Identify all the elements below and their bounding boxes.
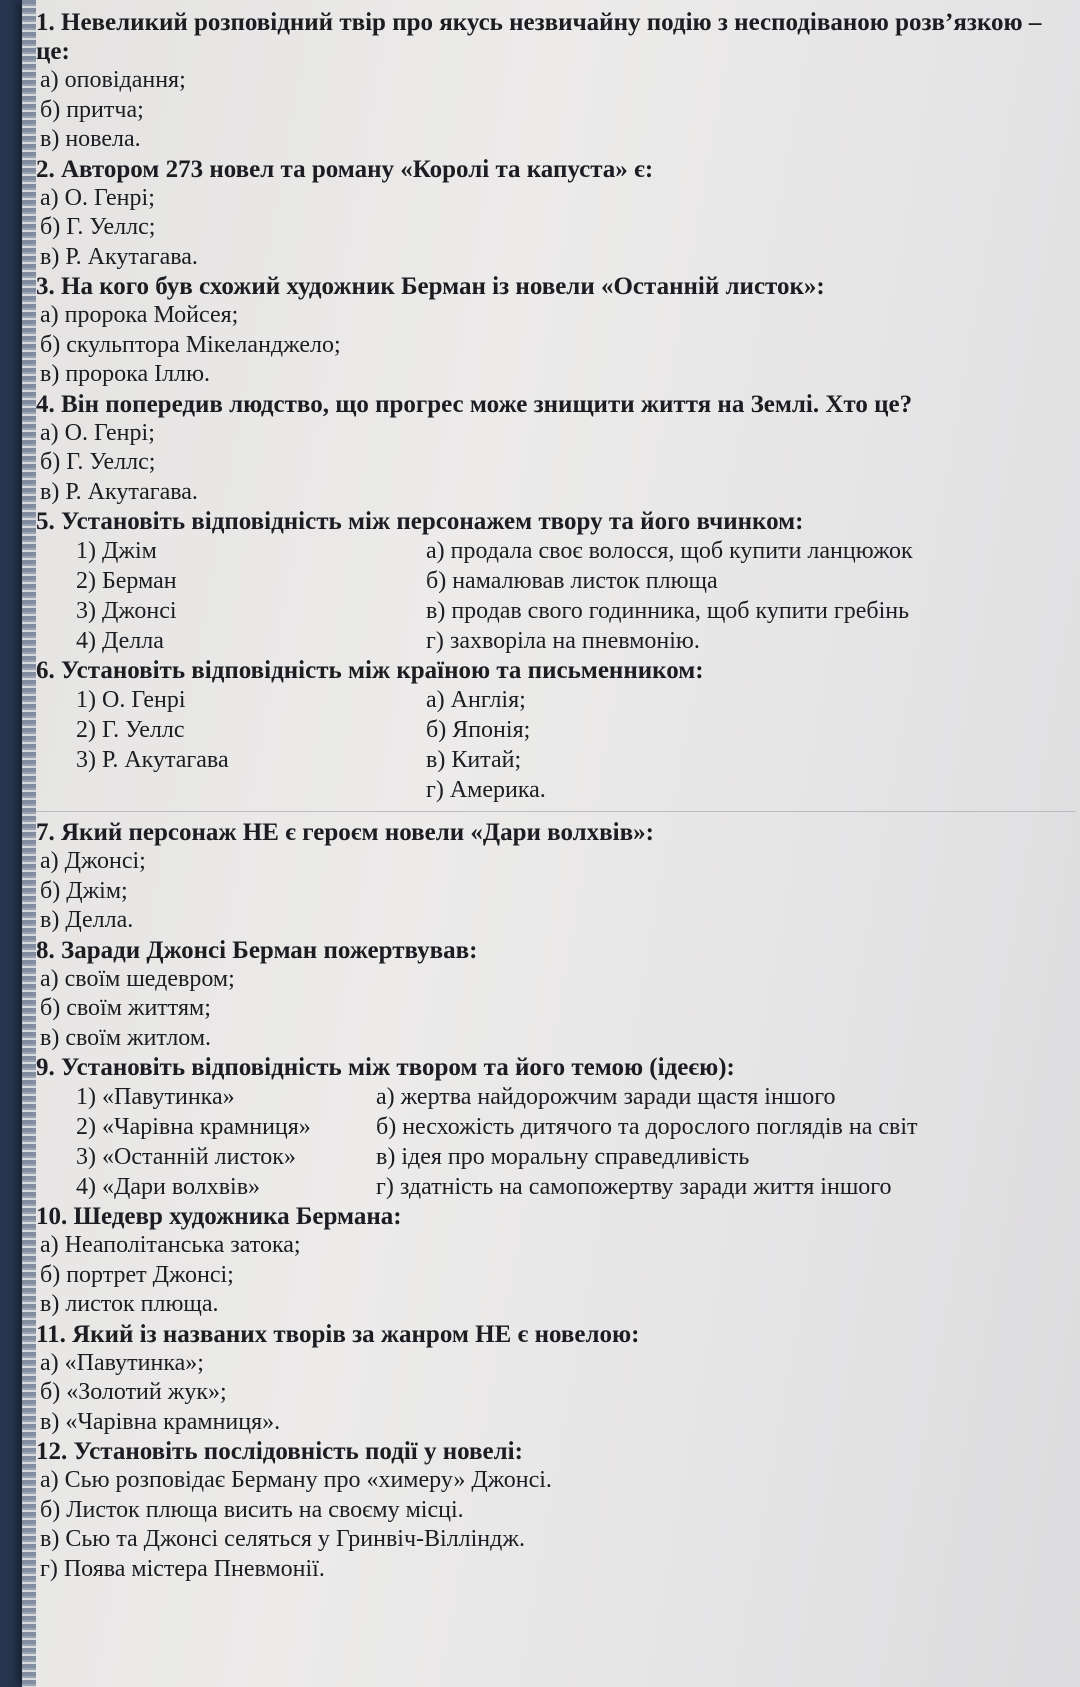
q5-match-row: [36, 596, 1076, 626]
q9-match-row: [36, 1172, 1076, 1202]
question-10: 10. Шедевр художника Бермана:: [36, 1203, 402, 1230]
q9-left-3: 3) «Останній листок»: [76, 1144, 296, 1170]
q8-option-b: б) своїм життям;: [40, 995, 211, 1021]
q6-left-2: 2) Г. Уеллс: [76, 717, 185, 743]
q3-option-c: в) пророка Іллю.: [40, 361, 210, 387]
q9-right-b: б) несхожість дитячого та дорослого поглядів на світ: [376, 1114, 918, 1140]
questions-list: [36, 8, 1076, 1584]
divider: [36, 811, 1076, 812]
q9-left-1: 1) «Павутинка»: [76, 1084, 235, 1110]
q11-option-b: б) «Золотий жук»;: [40, 1379, 227, 1405]
q4-option-b: б) Г. Уеллс;: [40, 449, 156, 475]
q11-option-a: а) «Павутинка»;: [40, 1349, 204, 1376]
q1-option-a: а) оповідання;: [40, 67, 186, 93]
q1-option-c: в) новела.: [40, 126, 141, 152]
question-5: 5. Установіть відповідність між персонажем твору та його вчинком:: [36, 508, 804, 535]
q7-option-b: б) Джім;: [40, 877, 128, 904]
q6-left-1: 1) О. Генрі: [76, 687, 186, 713]
q10-option-c: в) листок плюща.: [40, 1291, 219, 1317]
question-4: 4. Він попередив людство, що прогрес може знищити життя на Землі. Хто це?: [36, 390, 913, 418]
q6-match-row: [36, 685, 1076, 715]
q4-option-c: в) Р. Акутагава.: [40, 478, 198, 505]
q1-option-b: б) притча;: [40, 96, 144, 123]
q6-left-4: [36, 775, 426, 805]
q6-left-3: 3) Р. Акутагава: [76, 747, 229, 773]
q3-option-b: б) скульптора Мікеланджело;: [40, 331, 341, 358]
q11-option-c: в) «Чарівна крамниця».: [40, 1408, 281, 1435]
q5-left-4: 4) Делла: [76, 628, 164, 654]
q5-right-a: а) продала своє волосся, щоб купити ланцюжок: [426, 538, 913, 564]
q8-option-c: в) своїм житлом.: [40, 1024, 212, 1051]
q6-match-row: [36, 715, 1076, 745]
q9-right-a: а) жертва найдорожчим заради щастя іншого: [376, 1084, 836, 1110]
q4-option-a: а) О. Генрі;: [40, 419, 155, 446]
question-9: 9. Установіть відповідність між твором та його темою (ідеєю):: [36, 1054, 735, 1081]
q10-option-a: а) Неаполітанська затока;: [40, 1232, 301, 1258]
q9-match-row: [36, 1142, 1076, 1172]
q6-right-d: г) Америка.: [426, 777, 546, 803]
question-7: 7. Який персонаж НЕ є героєм новели «Дари волхвів»:: [36, 819, 654, 846]
q2-option-c: в) Р. Акутагава.: [40, 243, 198, 270]
q9-match-row: [36, 1082, 1076, 1112]
q5-right-b: б) намалював листок плюща: [426, 568, 718, 594]
q6-right-c: в) Китай;: [426, 747, 522, 773]
q7-option-a: а) Джонсі;: [40, 848, 146, 874]
q9-left-4: 4) «Дари волхвів»: [76, 1174, 261, 1200]
q9-match-row: [36, 1112, 1076, 1142]
q6-right-a: а) Англія;: [426, 687, 526, 713]
q5-match-row: [36, 626, 1076, 656]
q6-match-row: [36, 745, 1076, 775]
q5-right-d: г) захворіла на пневмонію.: [426, 628, 700, 654]
q5-right-c: в) продав свого годинника, щоб купити гребінь: [426, 598, 910, 624]
q9-right-d: г) здатність на самопожертву заради життя іншого: [376, 1174, 892, 1200]
q8-option-a: а) своїм шедевром;: [40, 965, 235, 992]
q3-option-a: а) пророка Мойсея;: [40, 302, 239, 328]
q12-option-c: в) Сью та Джонсі селяться у Гринвіч-Вілліндж.: [40, 1526, 525, 1552]
q7-option-c: в) Делла.: [40, 907, 134, 933]
question-12: 12. Установіть послідовність події у новелі:: [36, 1438, 523, 1465]
q5-left-1: 1) Джім: [76, 538, 157, 564]
q5-match-row: [36, 536, 1076, 566]
q6-right-b: б) Японія;: [426, 717, 531, 743]
q5-left-2: 2) Берман: [76, 568, 177, 594]
question-11: 11. Який із названих творів за жанром НЕ є новелою:: [36, 1320, 640, 1348]
question-3: 3. На кого був схожий художник Берман із новели «Останній листок»:: [36, 273, 825, 300]
q2-option-b: б) Г. Уеллс;: [40, 214, 156, 240]
q5-match-row: [36, 566, 1076, 596]
question-8: 8. Заради Джонсі Берман пожертвував:: [36, 936, 478, 964]
q9-left-2: 2) «Чарівна крамниця»: [76, 1114, 311, 1140]
q6-match-row: [36, 775, 1076, 805]
q12-option-b: б) Листок плюща висить на своєму місці.: [40, 1496, 464, 1523]
question-2: 2. Автором 273 новел та роману «Королі та капуста» є:: [36, 155, 654, 183]
q12-option-a: а) Сью розповідає Берману про «химеру» Джонсі.: [40, 1467, 552, 1493]
question-1: 1. Невеликий розповідний твір про якусь незвичайну подію з несподіваною розв’язкою – це:: [36, 9, 1042, 65]
q12-option-d: г) Поява містера Пневмонії.: [40, 1555, 325, 1582]
q10-option-b: б) портрет Джонсі;: [40, 1261, 234, 1288]
q2-option-a: а) О. Генрі;: [40, 184, 155, 211]
q5-left-3: 3) Джонсі: [76, 598, 177, 624]
test-sheet: [22, 0, 1080, 1687]
q9-right-c: в) ідея про моральну справедливість: [376, 1144, 750, 1170]
question-6: 6. Установіть відповідність між країною та письменником:: [36, 657, 704, 684]
